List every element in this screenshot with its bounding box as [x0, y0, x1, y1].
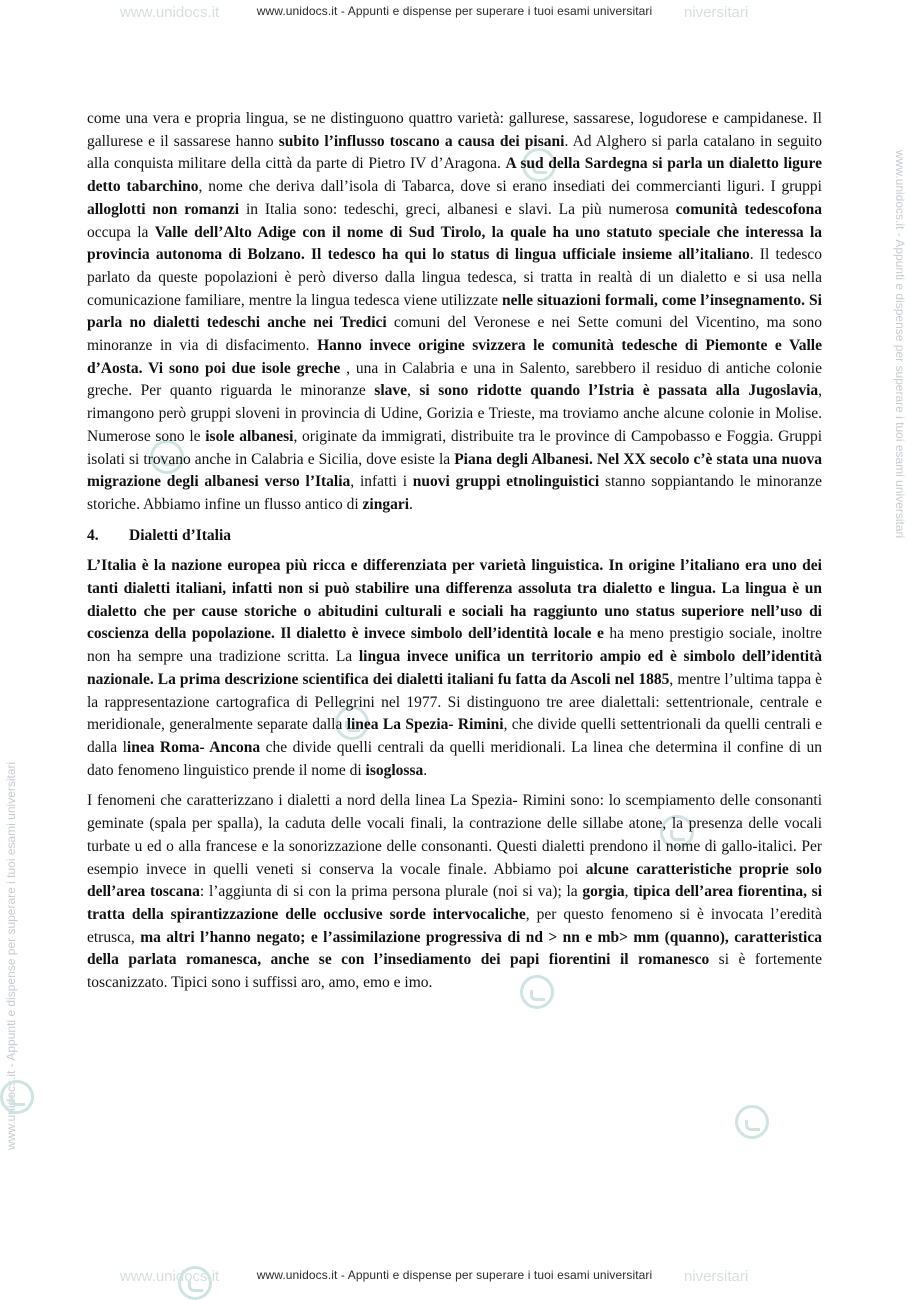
text-run: : l’aggiunta di si con la prima persona plurale (noi si va); la — [199, 883, 583, 901]
text-run: , per questo fenomeno si è invocata l’eredità etrusca, — [87, 905, 822, 946]
bold-run: nelle situazioni formali, come l’insegnamento. Si parla no dialetti tedeschi anche nei Tredici — [87, 291, 822, 332]
bold-run: alcune caratteristiche proprie solo dell’area toscana — [87, 860, 822, 901]
text-run: , infatti i — [350, 473, 413, 491]
bold-run: slave — [374, 382, 407, 400]
text-run: I fenomeni che caratterizzano i dialetti a nord della linea La Spezia- Rimini sono: lo scempiamento delle consonanti geminate (spala per spalla), la caduta delle vocali finali, la contrazione delle sillabe atone, la presenza delle vocali turbate u ed o alla francese e la sonorizzazione delle consonanti. Questi dialetti prendono il nome di gallo-italici. Per esempio invece in quelli veneti si conserva la vocale finale. Abbiamo poi — [87, 792, 822, 878]
bold-run: alloglotti non romanzi — [87, 200, 240, 218]
text-run: che divide quelli centrali da quelli meridionali. La linea che determina il confine di un dato fenomeno linguistico prende il nome di — [87, 738, 822, 779]
text-run: , rimangono però gruppi sloveni in provincia di Udine, Gorizia e Trieste, ma troviamo anche alcune colonie in Molise. Numerose sono le — [87, 382, 823, 445]
document-body — [87, 108, 822, 1003]
unidocs-logo-icon — [735, 1105, 769, 1139]
bold-run: Valle dell’Alto Adige con il nome di Sud Tirolo, la quale ha uno statuto speciale che interessa la provincia autonoma di Bolzano. Il tedesco ha qui lo status di lingua ufficiale insieme all’italiano — [87, 223, 823, 264]
text-run: , — [624, 883, 634, 901]
text-run: . Ad Alghero si parla catalano in seguito alla conquista militare della città da parte di Pietro IV d’Aragona. — [87, 132, 822, 173]
text-run: , che divide quelli settentrionali da quelli centrali e dalla l — [87, 716, 822, 756]
text-run: occupa la — [87, 223, 155, 241]
text-run: , nome che deriva dall’isola di Tabarca, dove si erano insediati dei commercianti liguri. I gruppi — [198, 178, 822, 196]
text-run: . — [423, 761, 428, 779]
text-run: si è fortemente toscanizzato. Tipici sono i suffissi aro, amo, emo e imo. — [87, 951, 822, 992]
bold-run: gorgia — [582, 883, 625, 901]
watermark-ghost-left: www.unidocs.it — [120, 4, 220, 21]
bold-run: subito l’influsso toscano a causa dei pisani — [278, 132, 565, 150]
section-number: 4. — [87, 526, 99, 544]
text-run: comuni del Veronese e nei Sette comuni del Vicentino, ma sono minoranze in via di disfacimento. — [87, 314, 822, 355]
bold-run: si sono ridotte quando l’Istria è passata alla Jugoslavia — [419, 382, 819, 400]
footer-banner: www.unidocs.it - Appunti e dispense per superare i tuoi esami universitari — [256, 1268, 653, 1282]
watermark-side-left: www.unidocs.it - Appunti e dispense per superare i tuoi esami universitari — [4, 761, 18, 1150]
watermark-ghost-right-bottom: niversitari — [684, 1268, 749, 1285]
text-run: , una in Calabria e una in Salento, sarebbero il residuo di antiche colonie greche. Per quanto riguarda le minoranze — [87, 359, 822, 400]
bold-run: zingari — [362, 495, 410, 513]
paragraph-minoranze — [87, 108, 822, 517]
bold-run: linea La Spezia- Rimini — [346, 716, 504, 734]
bold-run: A sud della Sardegna si parla un dialetto ligure detto tabarchino — [87, 155, 822, 196]
bold-run: comunità tedescofona — [675, 200, 822, 218]
bold-run: isole albanesi — [205, 427, 294, 445]
watermark-ghost-left-bottom: www.unidocs.it — [120, 1268, 220, 1285]
bold-run: L’Italia è la nazione europea più ricca e differenziata per varietà linguistica. In origine l’italiano era uno dei tanti dialetti italiani, infatti non si può stabilire una differenza assoluta tra dialetto e lingua. La lingua è un dialetto che per cause storiche o abitudini culturali e sociali ha raggiunto uno status superiore nell’uso di coscienza della popolazione. Il dialetto è invece simbolo dell’identità locale e — [87, 557, 822, 643]
watermark-ghost-right: niversitari — [684, 4, 749, 21]
text-run: , originate da immigrati, distribuite tra le province di Campobasso e Foggia. Gruppi isolati si trovano anche in Calabria e Sicilia, dove esiste la — [87, 427, 822, 468]
bold-run: inea Roma- Ancona — [126, 738, 261, 756]
text-run: . — [409, 495, 413, 513]
unidocs-logo-icon — [178, 1266, 212, 1300]
header-banner: www.unidocs.it - Appunti e dispense per superare i tuoi esami universitari — [256, 4, 653, 18]
text-run: in Italia sono: tedeschi, greci, albanesi e slavi. La più numerosa — [239, 200, 676, 218]
section-title: Dialetti d’Italia — [129, 526, 232, 544]
bold-run: tipica dell’area fiorentina, si tratta della spirantizzazione delle occlusive sorde intervocaliche — [87, 883, 822, 923]
text-run: come una vera e propria lingua, se ne distinguono quattro varietà: gallurese, sassarese, logudorese e campidanese. Il gallurese e il sassarese hanno — [87, 110, 822, 150]
bold-run: isoglossa — [365, 761, 424, 779]
bold-run: Piana degli Albanesi. Nel XX secolo c’è stata una nuova migrazione degli albanesi verso l’Italia — [87, 450, 823, 491]
bold-run: nuovi gruppi etnolinguistici — [412, 473, 600, 491]
paragraph-fenomeni — [87, 790, 822, 994]
bold-run: Hanno invece origine svizzera le comunità tedesche di Piemonte e Valle d’Aosta. Vi sono poi due isole greche — [87, 337, 822, 377]
paragraph-dialetti — [87, 555, 822, 782]
text-run: , mentre l’ultima tappa è la rappresentazione cartografica di Pellegrini nel 1977. Si distinguono tre aree dialettali: settentrionale, centrale e meridionale, generalmente separate dalla — [87, 670, 822, 734]
bold-run: ma altri l’hanno negato; e l’assimilazione progressiva di nd > nn e mb> mm (quanno), caratteristica della parlata romanesca, anche se con l’insediamento dei papi fiorentini il romanesco — [87, 928, 822, 969]
watermark-side-right: www.unidocs.it - Appunti e dispense per superare i tuoi esami universitari — [893, 150, 907, 539]
bold-run: lingua invece unifica un territorio ampio ed è simbolo dell’identità nazionale. La prima descrizione scientifica dei dialetti italiani fu fatta da Ascoli nel 1885 — [87, 648, 822, 688]
text-run: , — [407, 382, 420, 400]
text-run: stanno soppiantando le minoranze storiche. Abbiamo infine un flusso antico di — [87, 473, 822, 513]
text-run: ha meno prestigio sociale, inoltre non ha sempre una tradizione scritta. La — [87, 625, 822, 666]
text-run: . Il tedesco parlato da queste popolazioni è però diverso dalla lingua tedesca, si tratta in realtà di un dialetto e si usa nella comunicazione familiare, mentre la lingua tedesca viene utilizzate — [87, 246, 822, 309]
unidocs-logo-icon — [0, 1080, 34, 1114]
section-heading — [87, 525, 822, 548]
